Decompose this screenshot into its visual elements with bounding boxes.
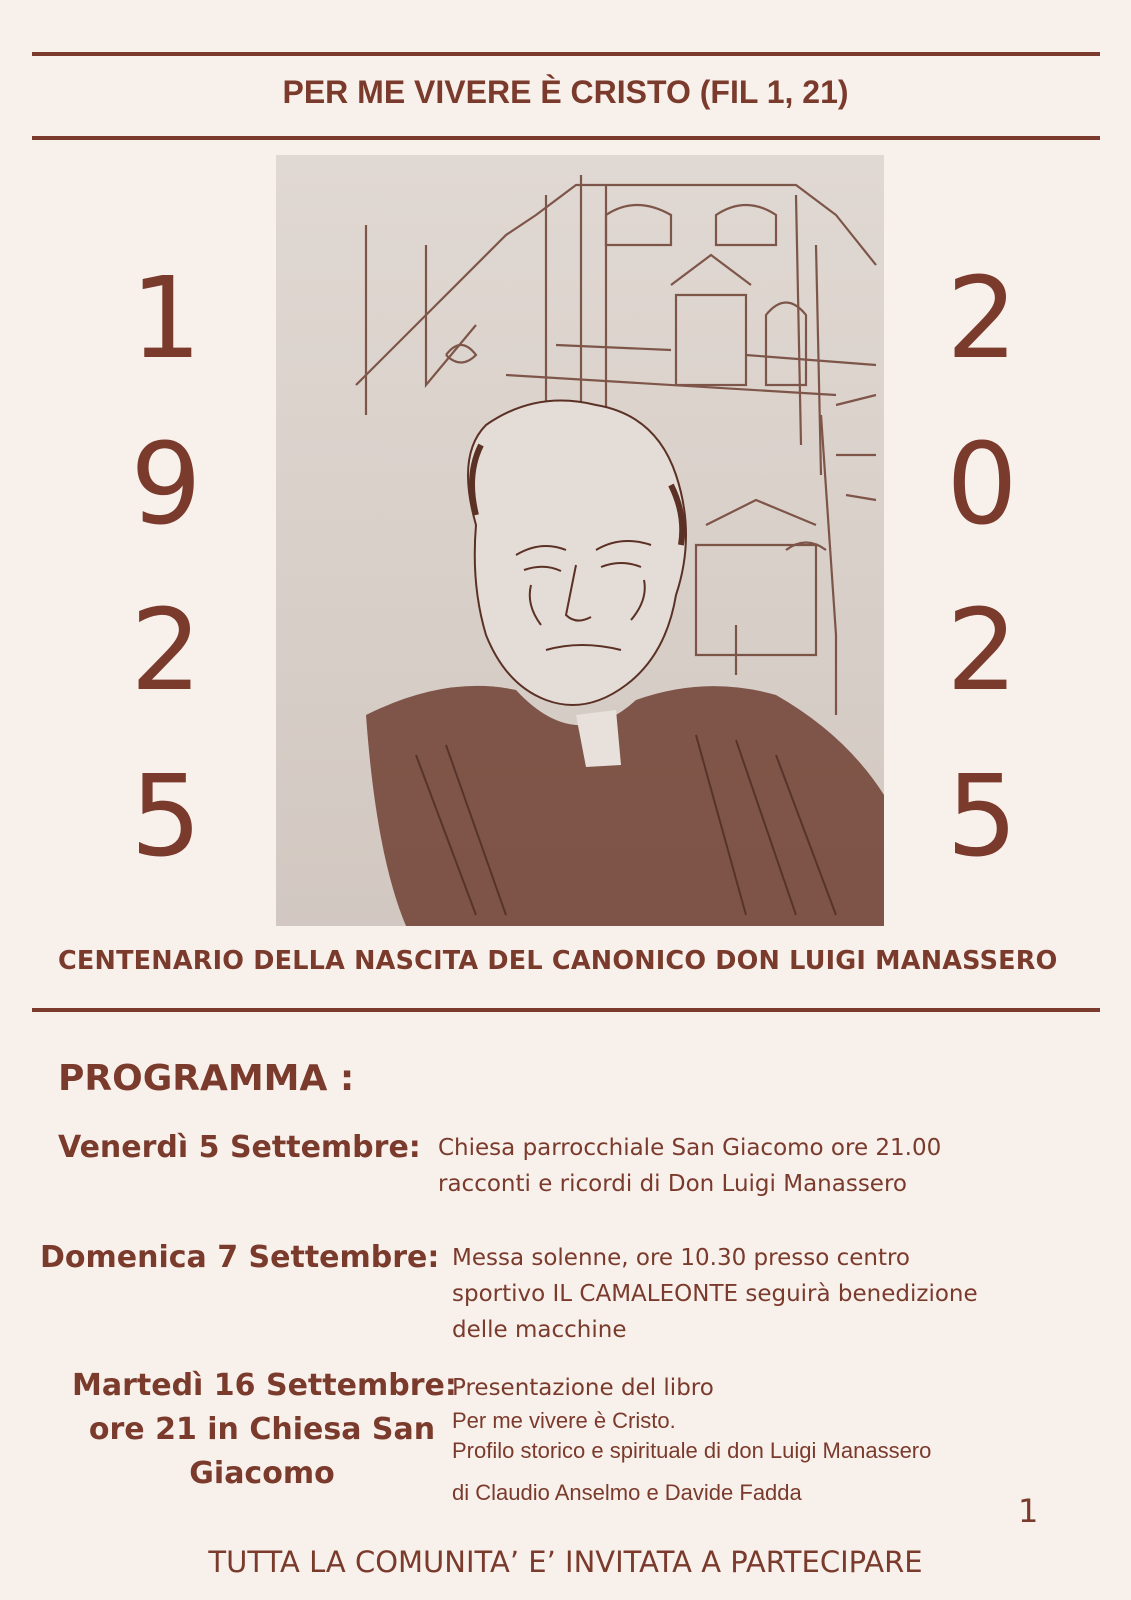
centenary-year-digit: 0 xyxy=(946,420,1018,550)
event-date: Domenica 7 Settembre: xyxy=(40,1240,440,1275)
event-date: Venerdì 5 Settembre: xyxy=(58,1130,421,1165)
event-line: Per me vivere è Cristo. xyxy=(452,1408,676,1433)
event-date-line: ore 21 in Chiesa San xyxy=(88,1412,436,1447)
event-date-line: Giacomo xyxy=(189,1456,335,1491)
page-number: 1 xyxy=(1018,1492,1039,1530)
birth-year-digit: 2 xyxy=(130,586,202,716)
event-line: racconti e ricordi di Don Luigi Manassero xyxy=(438,1171,907,1197)
event-description xyxy=(452,1240,978,1348)
centenary-year-digit: 2 xyxy=(946,254,1018,384)
subtitle-divider xyxy=(32,1008,1100,1012)
portrait-drawing xyxy=(276,155,884,926)
event-line: Messa solenne, ore 10.30 presso centro xyxy=(452,1245,910,1271)
top-divider xyxy=(32,52,1100,56)
centenary-year-digit: 2 xyxy=(946,586,1018,716)
event-subtitle: CENTENARIO DELLA NASCITA DEL CANONICO DON LUIGI MANASSERO xyxy=(58,946,1058,976)
sketch-illustration xyxy=(276,155,884,926)
event-line: sportivo IL CAMALEONTE seguirà benedizione xyxy=(452,1281,978,1307)
birth-year-digit: 5 xyxy=(130,752,202,882)
footer-invitation: TUTTA LA COMUNITA’ E’ INVITATA A PARTECIPARE xyxy=(208,1545,923,1579)
event-line: delle macchine xyxy=(452,1317,627,1343)
event-line: Presentazione del libro xyxy=(452,1375,714,1401)
event-line: Chiesa parrocchiale San Giacomo ore 21.00 xyxy=(438,1135,942,1161)
centenary-year-digit: 5 xyxy=(946,752,1018,882)
birth-year-digit: 9 xyxy=(130,420,202,550)
event-description xyxy=(452,1370,931,1508)
program-heading: PROGRAMMA : xyxy=(58,1058,355,1099)
event-date-line: Martedì 16 Settembre: xyxy=(72,1368,457,1403)
event-date xyxy=(72,1364,457,1496)
event-line: Profilo storico e spirituale di don Luigi Manassero xyxy=(452,1438,932,1463)
centenary-year xyxy=(942,236,1022,900)
page-title: PER ME VIVERE È CRISTO (FIL 1, 21) xyxy=(282,74,849,110)
birth-year xyxy=(126,236,206,900)
event-line: di Claudio Anselmo e Davide Fadda xyxy=(452,1480,802,1505)
birth-year-digit: 1 xyxy=(130,254,202,384)
event-description xyxy=(438,1130,941,1202)
title-divider xyxy=(32,136,1100,140)
